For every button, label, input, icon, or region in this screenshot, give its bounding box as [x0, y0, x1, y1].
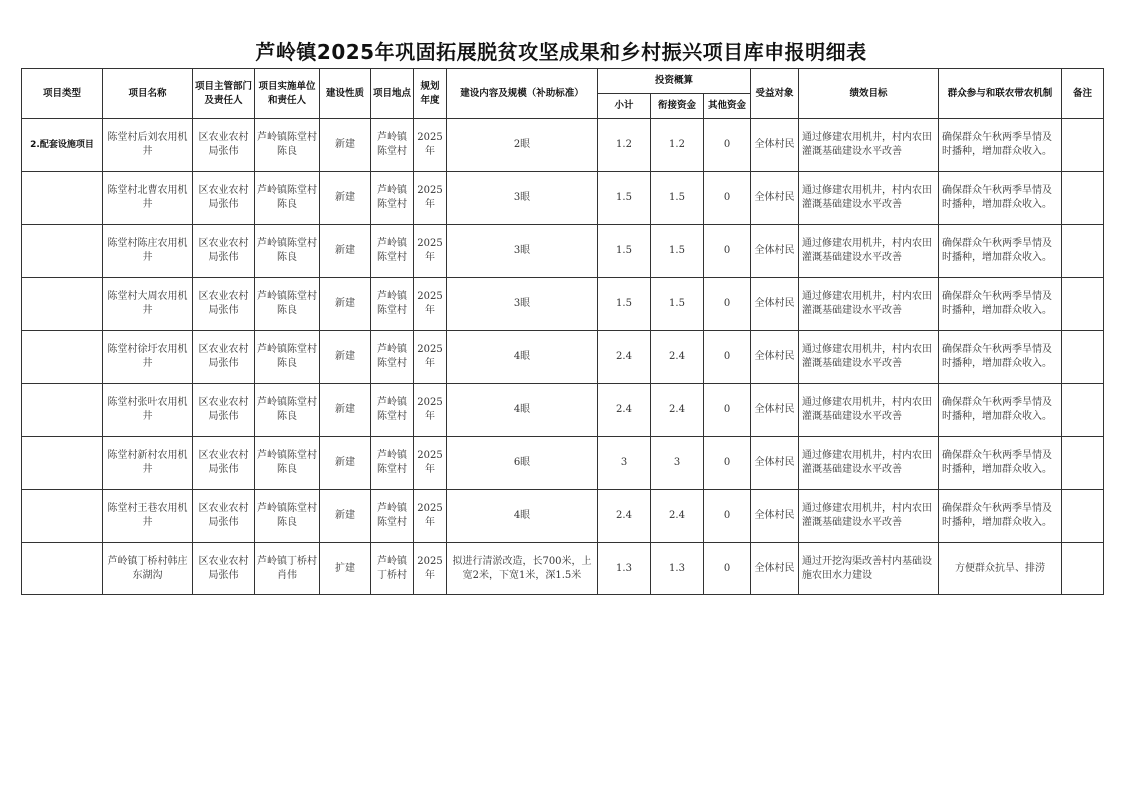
cell-year: 2025年	[414, 490, 447, 543]
cell-linked: 3	[651, 437, 704, 490]
cell-unit: 芦岭镇丁桥村 肖伟	[255, 543, 320, 595]
cell-dept: 区农业农村局张伟	[193, 490, 255, 543]
cell-nature: 新建	[320, 437, 371, 490]
cell-remark	[1062, 384, 1104, 437]
cell-location: 芦岭镇丁桥村	[371, 543, 414, 595]
cell-dept: 区农业农村局张伟	[193, 331, 255, 384]
header-unit: 项目实施单位和责任人	[255, 69, 320, 119]
cell-remark	[1062, 490, 1104, 543]
cell-nature: 新建	[320, 119, 371, 172]
cell-unit: 芦岭镇陈堂村陈良	[255, 119, 320, 172]
cell-content: 3眼	[447, 225, 598, 278]
cell-subtotal: 1.5	[598, 172, 651, 225]
cell-nature: 新建	[320, 225, 371, 278]
cell-type: 2.配套设施项目	[22, 119, 103, 172]
header-linked: 衔接资金	[651, 94, 704, 119]
cell-subtotal: 2.4	[598, 490, 651, 543]
cell-other: 0	[704, 543, 751, 595]
cell-name: 陈堂村张叶农用机井	[103, 384, 193, 437]
cell-dept: 区农业农村局张伟	[193, 437, 255, 490]
cell-dept: 区农业农村局张伟	[193, 278, 255, 331]
cell-location: 芦岭镇陈堂村	[371, 490, 414, 543]
cell-beneficiary: 全体村民	[751, 278, 799, 331]
cell-other: 0	[704, 278, 751, 331]
cell-mechanism: 确保群众午秋两季旱情及时播种，增加群众收入。	[939, 384, 1062, 437]
header-beneficiary: 受益对象	[751, 69, 799, 119]
table-row	[22, 278, 1104, 331]
table-row	[22, 437, 1104, 490]
cell-year: 2025年	[414, 543, 447, 595]
header-year: 规划年度	[414, 69, 447, 119]
cell-linked: 1.5	[651, 172, 704, 225]
cell-mechanism: 确保群众午秋两季旱情及时播种，增加群众收入。	[939, 331, 1062, 384]
cell-content: 4眼	[447, 331, 598, 384]
cell-other: 0	[704, 490, 751, 543]
cell-linked: 2.4	[651, 384, 704, 437]
cell-mechanism: 方便群众抗旱、排涝	[939, 543, 1062, 595]
cell-mechanism: 确保群众午秋两季旱情及时播种，增加群众收入。	[939, 172, 1062, 225]
cell-mechanism: 确保群众午秋两季旱情及时播种，增加群众收入。	[939, 437, 1062, 490]
cell-goal: 通过修建农用机井，村内农田灌溉基础建设水平改善	[799, 490, 939, 543]
cell-dept: 区农业农村局张伟	[193, 172, 255, 225]
cell-dept: 区农业农村局张伟	[193, 119, 255, 172]
header-mechanism: 群众参与和联农带农机制	[939, 69, 1062, 119]
cell-year: 2025年	[414, 331, 447, 384]
cell-goal: 通过修建农用机井，村内农田灌溉基础建设水平改善	[799, 437, 939, 490]
cell-year: 2025年	[414, 278, 447, 331]
cell-type	[22, 278, 103, 331]
cell-beneficiary: 全体村民	[751, 490, 799, 543]
cell-beneficiary: 全体村民	[751, 331, 799, 384]
cell-type	[22, 225, 103, 278]
header-nature: 建设性质	[320, 69, 371, 119]
cell-location: 芦岭镇陈堂村	[371, 172, 414, 225]
cell-nature: 新建	[320, 331, 371, 384]
cell-unit: 芦岭镇陈堂村陈良	[255, 331, 320, 384]
cell-subtotal: 2.4	[598, 331, 651, 384]
cell-linked: 2.4	[651, 331, 704, 384]
cell-unit: 芦岭镇陈堂村陈良	[255, 384, 320, 437]
cell-unit: 芦岭镇陈堂村陈良	[255, 490, 320, 543]
cell-subtotal: 3	[598, 437, 651, 490]
cell-linked: 1.5	[651, 278, 704, 331]
cell-dept: 区农业农村局张伟	[193, 384, 255, 437]
cell-beneficiary: 全体村民	[751, 225, 799, 278]
table-row	[22, 490, 1104, 543]
header-dept: 项目主管部门及责任人	[193, 69, 255, 119]
cell-year: 2025年	[414, 225, 447, 278]
header-goal: 绩效目标	[799, 69, 939, 119]
cell-other: 0	[704, 384, 751, 437]
cell-linked: 1.2	[651, 119, 704, 172]
cell-beneficiary: 全体村民	[751, 119, 799, 172]
cell-linked: 1.3	[651, 543, 704, 595]
cell-other: 0	[704, 437, 751, 490]
cell-mechanism: 确保群众午秋两季旱情及时播种，增加群众收入。	[939, 490, 1062, 543]
table-row	[22, 172, 1104, 225]
cell-location: 芦岭镇陈堂村	[371, 331, 414, 384]
cell-type	[22, 437, 103, 490]
header-type: 项目类型	[22, 69, 103, 119]
cell-goal: 通过修建农用机井，村内农田灌溉基础建设水平改善	[799, 225, 939, 278]
cell-location: 芦岭镇陈堂村	[371, 437, 414, 490]
cell-unit: 芦岭镇陈堂村陈良	[255, 172, 320, 225]
cell-type	[22, 172, 103, 225]
cell-other: 0	[704, 225, 751, 278]
table-row	[22, 384, 1104, 437]
cell-content: 4眼	[447, 490, 598, 543]
cell-content: 4眼	[447, 384, 598, 437]
cell-unit: 芦岭镇陈堂村陈良	[255, 437, 320, 490]
cell-linked: 1.5	[651, 225, 704, 278]
cell-name: 陈堂村北曹农用机井	[103, 172, 193, 225]
table-row	[22, 119, 1104, 172]
cell-nature: 新建	[320, 490, 371, 543]
cell-name: 陈堂村大周农用机井	[103, 278, 193, 331]
cell-location: 芦岭镇陈堂村	[371, 384, 414, 437]
cell-year: 2025年	[414, 384, 447, 437]
cell-mechanism: 确保群众午秋两季旱情及时播种，增加群众收入。	[939, 119, 1062, 172]
cell-other: 0	[704, 119, 751, 172]
cell-unit: 芦岭镇陈堂村陈良	[255, 278, 320, 331]
cell-remark	[1062, 543, 1104, 595]
cell-type	[22, 543, 103, 595]
page-title: 芦岭镇2025年巩固拓展脱贫攻坚成果和乡村振兴项目库申报明细表	[255, 40, 867, 64]
header-subtotal: 小计	[598, 94, 651, 119]
cell-subtotal: 1.2	[598, 119, 651, 172]
header-remark: 备注	[1062, 69, 1104, 119]
header-location: 项目地点	[371, 69, 414, 119]
cell-goal: 通过修建农用机井，村内农田灌溉基础建设水平改善	[799, 119, 939, 172]
cell-dept: 区农业农村局张伟	[193, 225, 255, 278]
cell-nature: 新建	[320, 278, 371, 331]
cell-name: 陈堂村新村农用机井	[103, 437, 193, 490]
cell-content: 6眼	[447, 437, 598, 490]
cell-subtotal: 2.4	[598, 384, 651, 437]
cell-subtotal: 1.3	[598, 543, 651, 595]
cell-nature: 新建	[320, 172, 371, 225]
project-table	[21, 68, 1104, 595]
cell-year: 2025年	[414, 172, 447, 225]
cell-remark	[1062, 119, 1104, 172]
cell-content: 3眼	[447, 172, 598, 225]
cell-beneficiary: 全体村民	[751, 543, 799, 595]
cell-goal: 通过修建农用机井，村内农田灌溉基础建设水平改善	[799, 172, 939, 225]
cell-name: 陈堂村陈庄农用机井	[103, 225, 193, 278]
cell-subtotal: 1.5	[598, 278, 651, 331]
cell-nature: 扩建	[320, 543, 371, 595]
cell-subtotal: 1.5	[598, 225, 651, 278]
cell-goal: 通过修建农用机井，村内农田灌溉基础建设水平改善	[799, 278, 939, 331]
cell-remark	[1062, 437, 1104, 490]
cell-unit: 芦岭镇陈堂村陈良	[255, 225, 320, 278]
cell-mechanism: 确保群众午秋两季旱情及时播种，增加群众收入。	[939, 278, 1062, 331]
cell-type	[22, 331, 103, 384]
cell-type	[22, 384, 103, 437]
cell-content: 拟进行清淤改造，长700米，上宽2米，下宽1米，深1.5米	[447, 543, 598, 595]
table-row	[22, 331, 1104, 384]
cell-location: 芦岭镇陈堂村	[371, 119, 414, 172]
table-row	[22, 543, 1104, 595]
cell-mechanism: 确保群众午秋两季旱情及时播种，增加群众收入。	[939, 225, 1062, 278]
cell-remark	[1062, 278, 1104, 331]
cell-name: 陈堂村后刘农用机井	[103, 119, 193, 172]
header-name: 项目名称	[103, 69, 193, 119]
cell-goal: 通过修建农用机井，村内农田灌溉基础建设水平改善	[799, 331, 939, 384]
cell-other: 0	[704, 331, 751, 384]
cell-beneficiary: 全体村民	[751, 172, 799, 225]
cell-content: 2眼	[447, 119, 598, 172]
cell-name: 陈堂村王巷农用机井	[103, 490, 193, 543]
cell-other: 0	[704, 172, 751, 225]
cell-remark	[1062, 172, 1104, 225]
cell-remark	[1062, 331, 1104, 384]
cell-year: 2025年	[414, 437, 447, 490]
cell-goal: 通过开挖沟渠改善村内基础设施农田水力建设	[799, 543, 939, 595]
header-invest: 投资概算	[598, 69, 751, 94]
cell-dept: 区农业农村局张伟	[193, 543, 255, 595]
header-other: 其他资金	[704, 94, 751, 119]
table-row	[22, 225, 1104, 278]
cell-remark	[1062, 225, 1104, 278]
cell-beneficiary: 全体村民	[751, 437, 799, 490]
cell-type	[22, 490, 103, 543]
cell-content: 3眼	[447, 278, 598, 331]
cell-name: 芦岭镇丁桥村韩庄东湖沟	[103, 543, 193, 595]
cell-linked: 2.4	[651, 490, 704, 543]
table-body	[22, 119, 1104, 595]
cell-location: 芦岭镇陈堂村	[371, 278, 414, 331]
cell-goal: 通过修建农用机井，村内农田灌溉基础建设水平改善	[799, 384, 939, 437]
cell-year: 2025年	[414, 119, 447, 172]
header-content: 建设内容及规模（补助标准）	[447, 69, 598, 119]
cell-beneficiary: 全体村民	[751, 384, 799, 437]
cell-location: 芦岭镇陈堂村	[371, 225, 414, 278]
cell-nature: 新建	[320, 384, 371, 437]
cell-name: 陈堂村徐圩农用机井	[103, 331, 193, 384]
